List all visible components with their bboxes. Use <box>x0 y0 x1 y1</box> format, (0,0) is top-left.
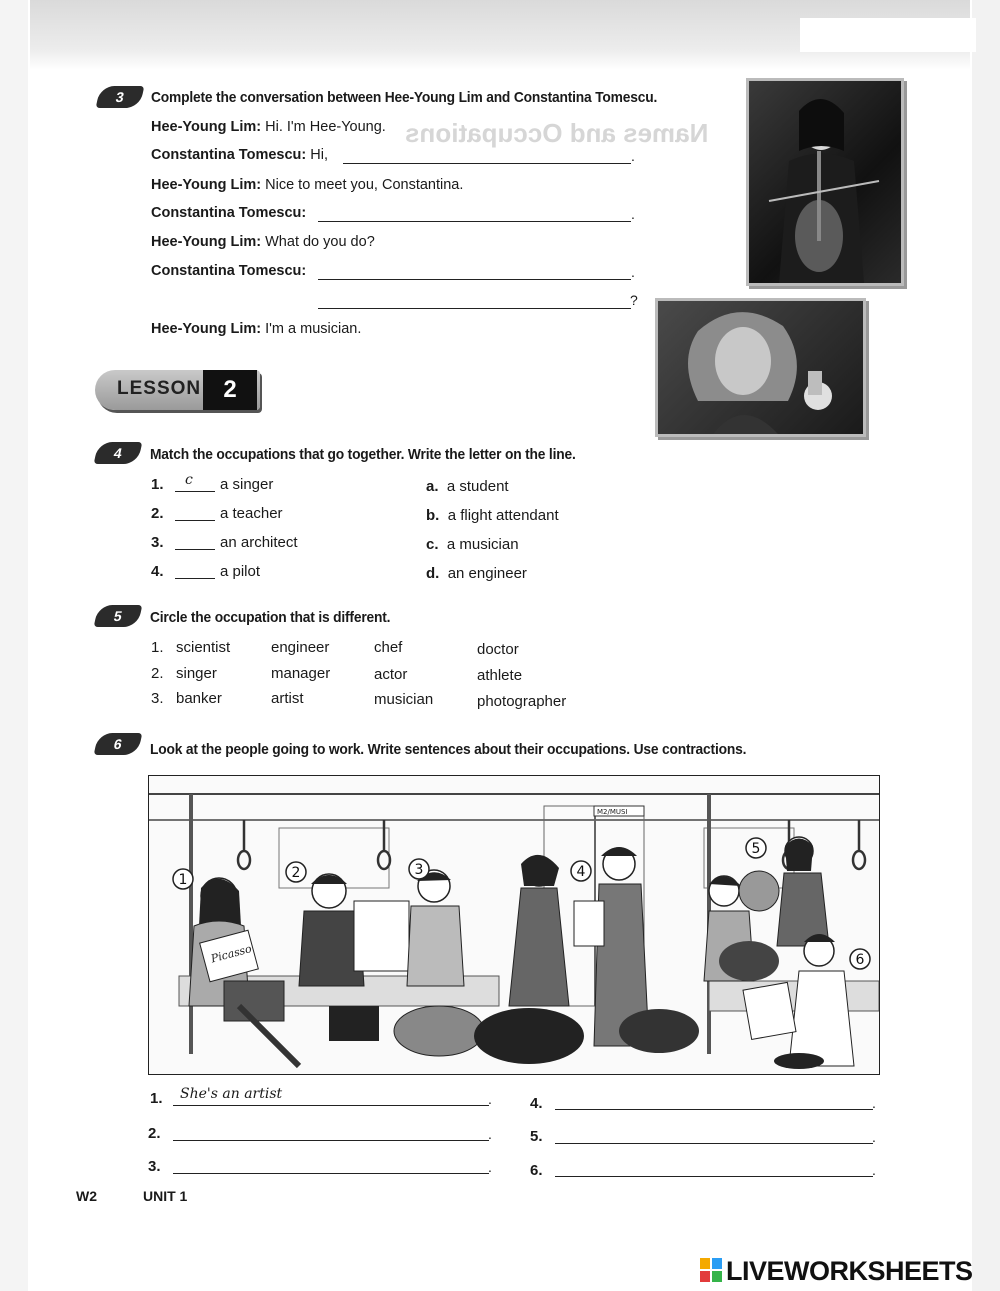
circle-option[interactable]: singer <box>176 665 217 682</box>
svg-text:4: 4 <box>576 864 586 880</box>
period: . <box>631 148 635 164</box>
circle-option[interactable]: actor <box>374 666 408 683</box>
sentence-line-3[interactable] <box>173 1172 489 1174</box>
match-answer-1[interactable]: c <box>185 472 193 488</box>
match-left-text-1: a singer <box>220 476 274 493</box>
match-left-text-3: an architect <box>220 534 298 551</box>
lesson-label: LESSON <box>117 378 202 399</box>
match-left-text-2: a teacher <box>220 505 283 522</box>
sentence-line-4[interactable] <box>555 1108 873 1110</box>
circle-option[interactable]: athlete <box>477 667 523 684</box>
period: . <box>631 206 635 222</box>
exercise-5-instruction: Circle the occupation that is different. <box>150 609 391 626</box>
circle-row-1-number: 1. <box>151 639 164 656</box>
match-left-item-2: 2. <box>151 505 164 522</box>
match-blank-4[interactable] <box>175 577 215 579</box>
sentence-answer-1[interactable]: She's an artist <box>180 1086 283 1102</box>
period: . <box>631 264 635 280</box>
answer-blank-line-4[interactable] <box>318 220 631 222</box>
sentence-number-5: 5. <box>530 1128 543 1145</box>
svg-text:2: 2 <box>291 865 301 881</box>
subway-scene <box>149 776 879 1074</box>
match-left-item-1: 1. <box>151 476 164 493</box>
match-right-item-c: c. a musician <box>426 536 519 553</box>
bleed-through-heading: Names and Occupations <box>405 118 709 148</box>
svg-text:3: 3 <box>414 862 424 878</box>
circle-option[interactable]: banker <box>176 690 222 707</box>
sentence-line-2[interactable] <box>173 1139 489 1141</box>
conversation-line-3: Hee-Young Lim: Nice to meet you, Constantina. <box>151 177 464 193</box>
svg-text:6: 6 <box>855 952 865 968</box>
conversation-line-2: Constantina Tomescu: Hi, <box>151 147 328 163</box>
circle-option[interactable]: artist <box>271 690 304 707</box>
subway-illustration <box>148 775 880 1075</box>
sentence-number-1: 1. <box>150 1090 163 1107</box>
photo-athlete-medal <box>655 298 866 437</box>
answer-blank-line-7[interactable] <box>318 307 631 309</box>
liveworksheets-logo-icon <box>700 1258 722 1282</box>
lesson-number: 2 <box>203 370 257 410</box>
conversation-line-6: Constantina Tomescu: <box>151 263 307 279</box>
exercise-6-badge: 6 <box>94 733 143 755</box>
svg-text:M2/MUSI: M2/MUSI <box>597 808 628 816</box>
period: . <box>872 1129 876 1145</box>
exercise-4-instruction: Match the occupations that go together. Write the letter on the line. <box>150 446 576 463</box>
sentence-number-4: 4. <box>530 1095 543 1112</box>
redaction-patch <box>800 18 976 52</box>
scan-edge-left <box>0 0 28 1291</box>
circle-option[interactable]: musician <box>374 691 434 708</box>
svg-text:5: 5 <box>751 841 761 857</box>
match-blank-1[interactable] <box>175 490 215 492</box>
period: . <box>872 1162 876 1178</box>
exercise-6-instruction: Look at the people going to work. Write sentences about their occupations. Use contractions. <box>150 741 747 758</box>
sentence-number-2: 2. <box>148 1125 161 1142</box>
circle-row-2-number: 2. <box>151 665 164 682</box>
liveworksheets-watermark[interactable]: LIVEWORKSHEETS <box>726 1256 973 1286</box>
match-left-item-4: 4. <box>151 563 164 580</box>
sentence-line-5[interactable] <box>555 1142 873 1144</box>
match-right-item-b: b. a flight attendant <box>426 507 559 524</box>
circle-option[interactable]: doctor <box>477 641 519 658</box>
circle-option[interactable]: engineer <box>271 639 330 656</box>
match-right-item-a: a. a student <box>426 478 509 495</box>
circle-option[interactable]: manager <box>271 665 331 682</box>
conversation-line-4: Constantina Tomescu: <box>151 205 307 221</box>
exercise-5-badge: 5 <box>94 605 143 627</box>
sentence-line-6[interactable] <box>555 1175 873 1177</box>
page-number: W2 <box>76 1188 97 1204</box>
exercise-4-badge: 4 <box>94 442 143 464</box>
circle-option[interactable]: chef <box>374 639 403 656</box>
circle-row-3-number: 3. <box>151 690 164 707</box>
conversation-line-1: Hee-Young Lim: Hi. I'm Hee-Young. <box>151 119 386 135</box>
photo-cellist <box>746 78 904 286</box>
match-blank-2[interactable] <box>175 519 215 521</box>
exercise-3-badge: 3 <box>96 86 145 108</box>
answer-blank-line-2[interactable] <box>343 162 631 164</box>
match-left-text-4: a pilot <box>220 563 261 580</box>
conversation-line-8: Hee-Young Lim: I'm a musician. <box>151 321 362 337</box>
svg-text:1: 1 <box>178 872 188 888</box>
sentence-number-6: 6. <box>530 1162 543 1179</box>
conversation-line-5: Hee-Young Lim: What do you do? <box>151 234 375 250</box>
question-mark: ? <box>630 292 638 308</box>
circle-option[interactable]: photographer <box>477 693 567 710</box>
exercise-3-instruction: Complete the conversation between Hee-Young Lim and Constantina Tomescu. <box>151 89 658 106</box>
sentence-number-3: 3. <box>148 1158 161 1175</box>
answer-blank-line-6[interactable] <box>318 278 631 280</box>
sentence-line-1[interactable] <box>173 1104 489 1106</box>
period: . <box>488 1126 492 1142</box>
match-blank-3[interactable] <box>175 548 215 550</box>
period: . <box>488 1091 492 1107</box>
scan-edge-right <box>972 0 1000 1291</box>
svg-text:Picasso: Picasso <box>209 942 254 966</box>
unit-label: UNIT 1 <box>143 1188 188 1204</box>
match-right-item-d: d. an engineer <box>426 565 527 582</box>
match-left-item-3: 3. <box>151 534 164 551</box>
period: . <box>488 1159 492 1175</box>
circle-option[interactable]: scientist <box>176 639 231 656</box>
period: . <box>872 1095 876 1111</box>
